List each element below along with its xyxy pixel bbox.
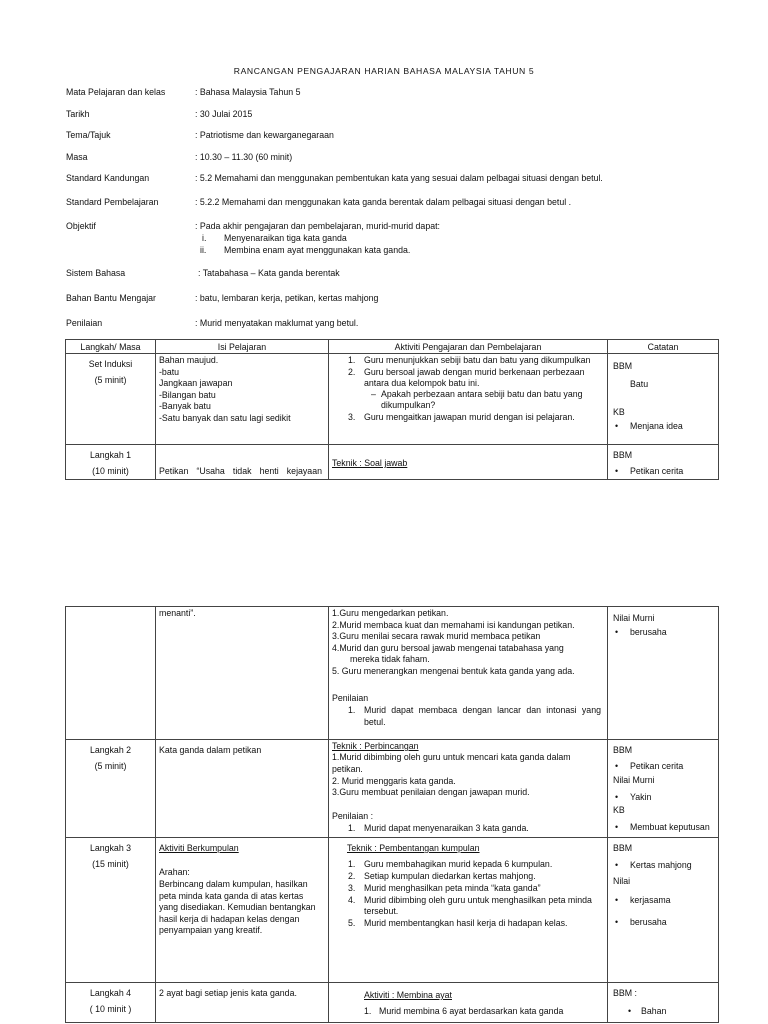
isi-line: Jangkaan jawapan: [159, 378, 233, 388]
aktiviti-line: mereka tidak faham.: [350, 654, 430, 665]
table-row-set-induksi: [66, 354, 719, 445]
sk-label: Standard Kandungan: [66, 173, 150, 183]
arahan-label: Arahan:: [159, 867, 190, 877]
bbm-label: Bahan Bantu Mengajar: [66, 293, 156, 303]
catatan-item: Bahan: [641, 1006, 667, 1016]
list-number: 2.: [348, 367, 356, 377]
bullet-icon: •: [615, 792, 619, 802]
catatan-item: Yakin: [630, 792, 652, 802]
aktiviti-line: 2.Murid membaca kuat dan memahami isi kandungan petikan.: [332, 619, 575, 630]
step-name: Set Induksi: [88, 359, 133, 369]
sp-value: : 5.2.2 Memahami dan menggunakan kata ganda berentak dalam pelbagai situasi dengan betul .: [195, 197, 572, 207]
list-number: 3.: [348, 412, 356, 422]
objektif-item: Membina enam ayat menggunakan kata ganda.: [224, 245, 411, 255]
document-title: RANCANGAN PENGAJARAN HARIAN BAHASA MALAYSIA TAHUN 5: [233, 66, 535, 76]
table-header-row: [66, 340, 719, 354]
lesson-table-page1: [65, 339, 719, 480]
aktiviti-line: Guru menunjukkan sebiji batu dan batu yang dikumpulkan: [364, 355, 591, 365]
catatan-bbm: BBM: [613, 361, 633, 371]
list-number: 1.: [348, 859, 356, 869]
aktiviti-line: 4.Murid dan guru bersoal jawab mengenai tatabahasa yang: [332, 642, 564, 653]
catatan-cell: [608, 740, 719, 838]
teknik-label: Teknik : Soal jawab: [332, 458, 408, 468]
aktiviti-line: 1.Guru mengedarkan petikan.: [332, 608, 449, 618]
step-time: (5 minit): [94, 375, 127, 385]
aktiviti-line: 2. Murid menggaris kata ganda.: [332, 775, 456, 786]
penilaian-value: : Murid menyatakan maklumat yang betul.: [195, 318, 359, 328]
objektif-value: : Pada akhir pengajaran dan pembelajaran, murid-murid dapat:: [195, 221, 440, 231]
bullet-icon: –: [371, 389, 376, 399]
isi-cell: [156, 354, 329, 445]
step-cell: [66, 838, 156, 983]
masa-value: : 10.30 – 11.30 (60 minit): [195, 152, 293, 162]
catatan-nilai: Nilai: [613, 876, 631, 886]
step-cell: [66, 740, 156, 838]
tema-label: Tema/Tajuk: [66, 130, 111, 140]
list-number: 5.: [348, 918, 356, 928]
step-time: (5 minit): [94, 761, 127, 771]
isi-line: -Satu banyak dan satu lagi sedikit: [159, 412, 291, 423]
isi-cell: [156, 838, 329, 983]
step-name: Langkah 1: [89, 450, 132, 460]
table-row-langkah1-cont: [66, 607, 719, 740]
tarikh-label: Tarikh: [66, 109, 90, 119]
isi-line: 2 ayat bagi setiap jenis kata ganda.: [159, 988, 297, 998]
masa-label: Masa: [66, 152, 88, 162]
catatan-item: Membuat keputusan: [630, 822, 710, 832]
aktiviti-line: betul.: [364, 717, 386, 727]
aktiviti-label: Aktiviti : Membina ayat: [364, 990, 452, 1000]
isi-line: Kata ganda dalam petikan: [159, 745, 262, 755]
header-isi: Isi Pelajaran: [156, 340, 329, 354]
mata-value: : Bahasa Malaysia Tahun 5: [195, 87, 301, 97]
step-cell: [66, 607, 156, 740]
bullet-icon: •: [615, 917, 619, 927]
isi-cell: [156, 740, 329, 838]
arahan-line: Berbincang dalam kumpulan, hasilkan: [159, 879, 308, 889]
penilaian-label: Penilaian :: [332, 811, 374, 821]
catatan-bbm: BBM :: [613, 988, 637, 998]
catatan-cell: [608, 983, 719, 1023]
header-langkah: Langkah/ Masa: [66, 340, 156, 354]
catatan-item: Menjana idea: [630, 421, 683, 431]
table-row-langkah2: [66, 740, 719, 838]
step-time: (15 minit): [92, 859, 129, 869]
objektif-item-num: i.: [202, 233, 207, 243]
aktiviti-line: Setiap kumpulan diedarkan kertas mahjong.: [364, 871, 536, 881]
catatan-item: berusaha: [630, 917, 667, 927]
bullet-icon: •: [615, 761, 619, 771]
objektif-label: Objektif: [66, 221, 96, 231]
list-number: 1.: [348, 823, 356, 833]
bullet-icon: •: [615, 822, 619, 832]
aktiviti-line: dikumpulkan?: [381, 400, 436, 410]
aktiviti-line: Apakah perbezaan antara sebiji batu dan batu yang: [381, 389, 583, 399]
aktiviti-line: 1.Murid dibimbing oleh guru untuk mencari kata ganda dalam: [332, 752, 571, 762]
bullet-icon: •: [615, 421, 619, 431]
isi-cell: [156, 983, 329, 1023]
bullet-icon: •: [615, 895, 619, 905]
aktiviti-line: 5. Guru menerangkan mengenai bentuk kata ganda yang ada.: [332, 665, 575, 676]
step-time: ( 10 minit ): [89, 1004, 132, 1014]
sistem-bahasa-label: Sistem Bahasa: [66, 268, 126, 278]
catatan-item: Petikan cerita: [630, 466, 684, 476]
teknik-label: Teknik : Perbincangan: [332, 741, 419, 751]
lesson-table-page2: [65, 606, 719, 1023]
step-cell: [66, 445, 156, 480]
isi-cell: [156, 445, 329, 480]
aktiviti-line: Murid dibimbing oleh guru untuk menghasilkan peta minda: [364, 895, 592, 905]
penilaian-label: Penilaian: [66, 318, 103, 328]
aktiviti-line: Murid membina 6 ayat berdasarkan kata ganda: [379, 1006, 564, 1016]
sp-label: Standard Pembelajaran: [66, 197, 159, 207]
tema-value: : Patriotisme dan kewarganegaraan: [195, 130, 334, 140]
catatan-item: Kertas mahjong: [630, 860, 692, 870]
catatan-item: Petikan cerita: [630, 761, 684, 771]
aktiviti-cell: [329, 607, 608, 740]
bullet-icon: •: [628, 1006, 632, 1016]
isi-line: -Bilangan batu: [159, 389, 216, 400]
bbm-value: : batu, lembaran kerja, petikan, kertas mahjong: [195, 293, 379, 303]
step-cell: [66, 354, 156, 445]
catatan-nilai: Nilai Murni: [613, 775, 655, 785]
isi-line: -batu: [159, 366, 180, 377]
objektif-item-num: ii.: [200, 245, 207, 255]
list-number: 1.: [348, 705, 356, 715]
aktiviti-cell: [329, 838, 608, 983]
catatan-bbm: BBM: [613, 450, 633, 460]
table-row-langkah1: [66, 445, 719, 480]
catatan-item: kerjasama: [630, 895, 671, 905]
bullet-icon: •: [615, 466, 619, 476]
objektif-item: Menyenaraikan tiga kata ganda: [224, 233, 347, 243]
isi-line: Petikan “Usaha tidak henti kejayaan: [159, 466, 322, 476]
aktiviti-line: Murid dapat membaca dengan lancar dan intonasi yang: [364, 705, 601, 715]
catatan-cell: [608, 445, 719, 480]
catatan-bbm: BBM: [613, 843, 633, 853]
step-name: Langkah 2: [89, 745, 132, 755]
arahan-line: penyampaian yang kreatif.: [159, 925, 263, 936]
arahan-line: peta minda kata ganda di atas kertas: [159, 890, 304, 901]
aktiviti-line: Murid dapat menyenaraikan 3 kata ganda.: [364, 823, 529, 833]
step-name: Langkah 4: [89, 988, 132, 998]
isi-line: -Banyak batu: [159, 401, 211, 411]
isi-cell: [156, 607, 329, 740]
list-number: 1.: [348, 355, 356, 365]
mata-label: Mata Pelajaran dan kelas: [66, 87, 166, 97]
catatan-kb: KB: [613, 805, 625, 815]
aktiviti-line: Guru bersoal jawab dengan murid berkenaan perbezaan: [364, 367, 585, 377]
step-cell: [66, 983, 156, 1023]
aktiviti-cell: [329, 740, 608, 838]
step-name: Langkah 3: [89, 843, 132, 853]
step-time: (10 minit): [92, 466, 129, 476]
aktiviti-line: Murid membentangkan hasil kerja di hadapan kelas.: [364, 918, 568, 928]
catatan-bbm: BBM: [613, 745, 633, 755]
aktiviti-line: 3.Guru menilai secara rawak murid membaca petikan: [332, 631, 541, 642]
catatan-cell: [608, 607, 719, 740]
catatan-nilai: Nilai Murni: [613, 613, 655, 623]
penilaian-label: Penilaian: [332, 693, 369, 703]
aktiviti-cell: [329, 445, 608, 480]
list-number: 2.: [348, 871, 356, 881]
catatan-kb: KB: [613, 407, 625, 417]
aktiviti-cell: [329, 354, 608, 445]
header-catatan: Catatan: [608, 340, 719, 354]
aktiviti-line: Guru mengaitkan jawapan murid dengan isi pelajaran.: [364, 412, 575, 422]
aktiviti-cell: [329, 983, 608, 1023]
isi-line: menanti”.: [159, 608, 196, 618]
arahan-line: yang disediakan. Kemudian bentangkan: [159, 902, 316, 913]
aktiviti-line: petikan.: [332, 763, 363, 774]
aktiviti-line: 3.Guru membuat penilaian dengan jawapan murid.: [332, 787, 530, 798]
aktiviti-line: Murid menghasilkan peta minda “kata ganda”: [364, 883, 541, 893]
teknik-label: Teknik : Pembentangan kumpulan: [347, 843, 480, 853]
sk-value: : 5.2 Memahami dan menggunakan pembentukan kata yang sesuai dalam pelbagai situasi dengan betul.: [195, 173, 603, 183]
aktiviti-line: antara dua kelompok batu ini.: [364, 378, 480, 388]
list-number: 1.: [364, 1006, 372, 1016]
catatan-cell: [608, 838, 719, 983]
catatan-item: Batu: [630, 379, 649, 389]
bullet-icon: •: [615, 627, 619, 637]
arahan-line: hasil kerja di hadapan kelas dengan: [159, 913, 300, 924]
isi-line: Bahan maujud.: [159, 355, 219, 365]
aktiviti-berkumpulan-title: Aktiviti Berkumpulan: [159, 843, 239, 853]
list-number: 4.: [348, 895, 356, 905]
header-aktiviti: Aktiviti Pengajaran dan Pembelajaran: [329, 340, 608, 354]
tarikh-value: : 30 Julai 2015: [195, 109, 253, 119]
bullet-icon: •: [615, 860, 619, 870]
catatan-cell: [608, 354, 719, 445]
aktiviti-line: Guru membahagikan murid kepada 6 kumpulan.: [364, 859, 553, 869]
table-row-langkah3: [66, 838, 719, 983]
sistem-bahasa-value: : Tatabahasa – Kata ganda berentak: [198, 268, 340, 278]
catatan-item: berusaha: [630, 627, 667, 637]
table-row-langkah4: [66, 983, 719, 1023]
list-number: 3.: [348, 883, 356, 893]
aktiviti-line: tersebut.: [364, 906, 399, 916]
